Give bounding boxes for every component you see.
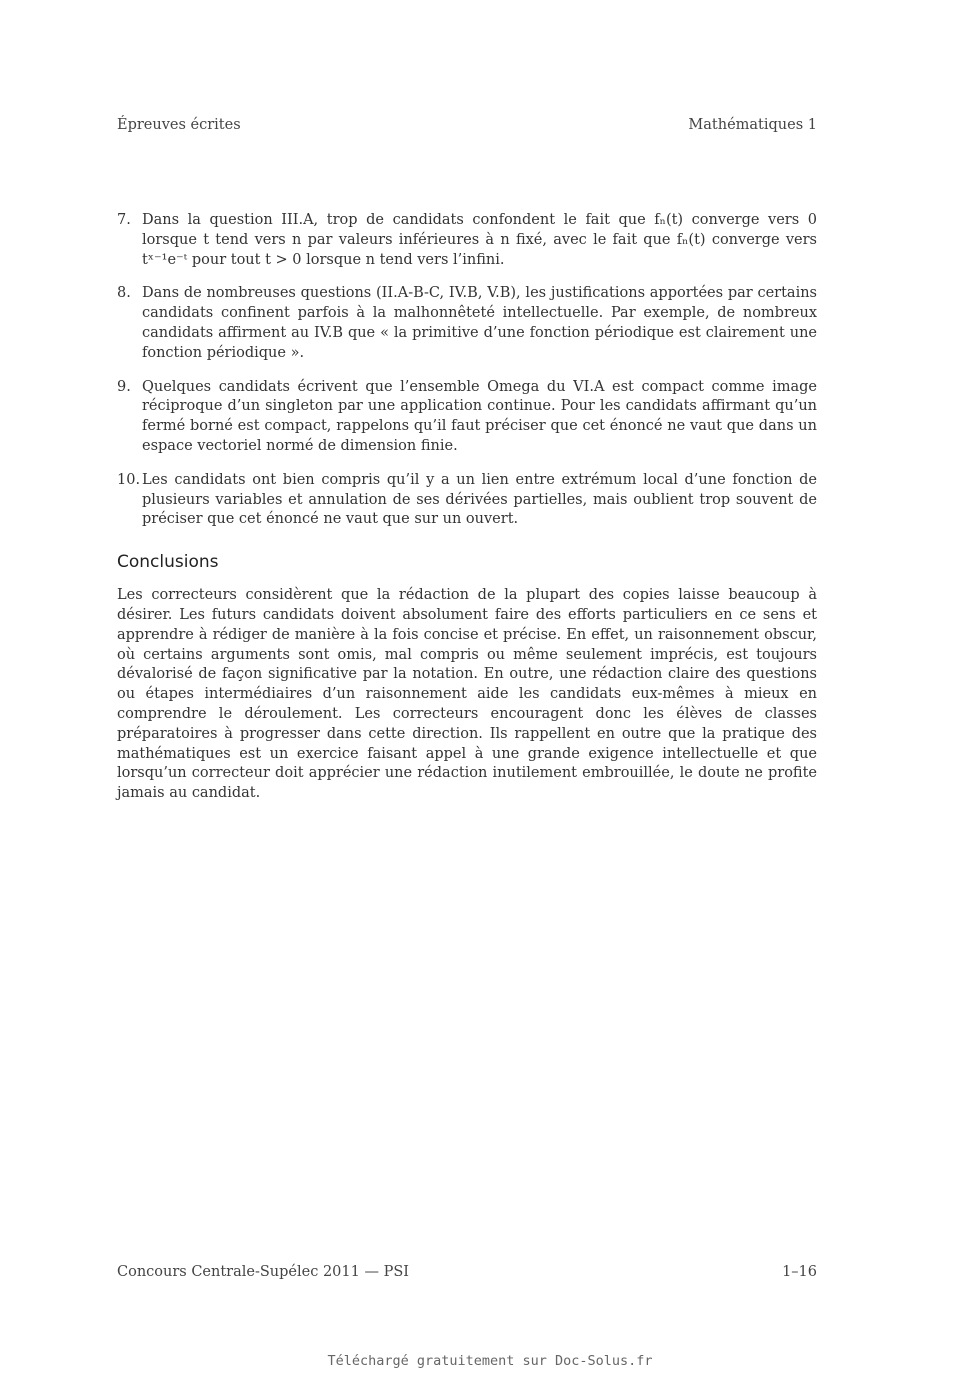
item-number: 10. — [117, 471, 141, 488]
watermark-link: Téléchargé gratuitement sur Doc-Solus.fr — [327, 1353, 653, 1369]
item-text: Quelques candidats écrivent que l’ensemble Omega du VI.A est compact comme image réciproque d’un singleton par une application continue. Pour les candidats affirmant qu’un fermé borné est compact, rappelons qu’il faut préciser que cet énoncé ne vaut que dans un espace vectoriel normé de dimension finie. — [142, 378, 817, 454]
list-item — [117, 471, 817, 530]
header-left: Épreuves écrites — [117, 117, 241, 133]
item-number: 8. — [117, 285, 131, 302]
footer-left: Concours Centrale-Supélec 2011 — PSI — [117, 1264, 409, 1280]
header-right: Mathématiques 1 — [688, 117, 817, 133]
item-text: Dans la question III.A, trop de candidats confondent le fait que fₙ(t) converge vers 0 lorsque t tend vers n par valeurs inférieures à n fixé, avec le fait que fₙ(t) converge vers tˣ⁻¹e⁻ᵗ pour tout t > 0 lorsque n tend vers l’infini. — [142, 212, 817, 268]
item-text: Les candidats ont bien compris qu’il y a un lien entre extrémum local d’une fonction de plusieurs variables et annulation de ses dérivées partielles, mais oublient trop souvent de préciser que cet énoncé ne vaut que sur un ouvert. — [142, 471, 817, 528]
item-text: Dans de nombreuses questions (II.A-B-C, IV.B, V.B), les justifications apportées par certains candidats confinent parfois à la malhonnêteté intellectuelle. Par exemple, de nombreux candidats affirment au IV.B que « la primitive d’une fonction périodique est clairement une fonction périodique ». — [142, 285, 817, 361]
item-number: 7. — [117, 212, 131, 228]
section-heading: Conclusions — [117, 552, 219, 573]
page-footer — [117, 1264, 817, 1280]
item-number: 9. — [117, 378, 131, 395]
list-item — [117, 211, 817, 270]
list-item — [117, 378, 817, 457]
conclusions-paragraph: Les correcteurs considèrent que la rédaction de la plupart des copies laisse beaucoup à désirer. Les futurs candidats doivent absolument faire des efforts particuliers en ce sens et apprendre à rédiger de manière à la fois concise et précise. En effet, un raisonnement obscur, où certains arguments sont omis, mal compris ou même seulement imprécis, est toujours dévalorisé de façon significative par la notation. En outre, une rédaction claire des questions ou étapes intermédiaires d’un raisonnement aide les candidats eux-mêmes à mieux en comprendre le déroulement. Les correcteurs encouragent donc les élèves de classes préparatoires à progresser dans cette direction. Ils rappellent en outre que la pratique des mathématiques est un exercice faisant appel à une grande exigence intellectuelle et que lorsqu’un correcteur doit apprécier une rédaction inutilement embrouillée, le doute ne profite jamais au candidat. — [117, 587, 817, 802]
list-item — [117, 284, 817, 363]
page-header — [117, 117, 817, 133]
main-content — [117, 211, 817, 804]
page-number: 1–16 — [782, 1264, 817, 1280]
